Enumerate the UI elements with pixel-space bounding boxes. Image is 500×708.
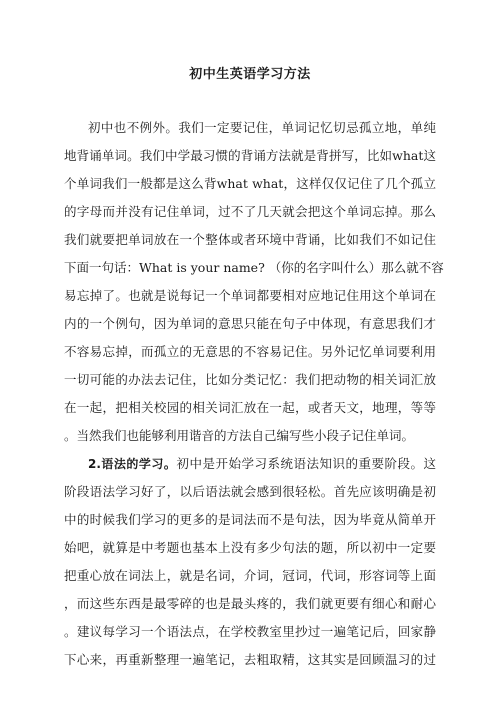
- paragraph-1-line: 易忘掉了。也就是说每记一个单词都要相对应地记住用这个单词在: [64, 288, 436, 303]
- paragraph-1-line: 在一起，把相关校园的相关词汇放在一起，或者天文，地理，等等: [64, 400, 436, 415]
- paragraph-2-line: 阶段语法学习好了，以后语法就会感到很轻松。首先应该明确是初: [64, 484, 436, 499]
- paragraph-2-line: 中的时候我们学习的更多的是词法而不是句法，因为毕竟从简单开: [64, 512, 436, 527]
- paragraph-2-first-line-text: 初中是开始学习系统语法知识的重要阶段。这: [176, 456, 436, 471]
- paragraph-1-line: 内的一个例句，因为单词的意思只能在句子中体现，有意思我们才: [64, 316, 436, 331]
- paragraph-1-line: 。当然我们也能够利用谐音的方法自己编写些小段子记住单词。: [64, 428, 415, 443]
- paragraph-1-line: 的字母而并没有记住单词，过不了几天就会把这个单词忘掉。那么: [64, 204, 436, 219]
- paragraph-1-line: 我们就要把单词放在一个整体或者环境中背诵，比如我们不如记住: [64, 232, 436, 247]
- paragraph-2-line: ，而这些东西是最零碎的也是最头疼的，我们就更要有细心和耐心: [64, 596, 436, 611]
- paragraph-1-line: 初中也不例外。我们一定要记住，单词记忆切忌孤立地，单纯: [88, 120, 436, 135]
- document-title: 初中生英语学习方法: [189, 67, 311, 82]
- paragraph-2-line: 。建议每学习一个语法点，在学校教室里抄过一遍笔记后，回家静: [64, 624, 436, 639]
- paragraph-2-line: 把重心放在词法上，就是名词，介词，冠词，代词，形容词等上面: [64, 568, 436, 583]
- paragraph-1-line: 一切可能的办法去记住，比如分类记忆：我们把动物的相关词汇放: [64, 372, 436, 387]
- paragraph-2-first-line: [64, 450, 436, 478]
- section-heading: 2.语法的学习。: [88, 457, 177, 471]
- paragraph-2-line: 始吧，就算是中考题也基本上没有多少句法的题，所以初中一定要: [64, 540, 436, 555]
- document-body: [64, 114, 444, 674]
- paragraph-1-line: 下面一句话：What is your name? （你的名字叫什么）那么就不容: [64, 260, 444, 275]
- paragraph-1-line: 不容易忘掉，而孤立的无意思的不容易记住。另外记忆单词要利用: [64, 344, 436, 359]
- paragraph-2-line: 下心来，再重新整理一遍笔记，去粗取精，这其实是回顾温习的过: [64, 652, 436, 667]
- paragraph-1-line: 地背诵单词。我们中学最习惯的背诵方法就是背拼写，比如what这: [64, 148, 436, 163]
- paragraph-1-line: 个单词我们一般都是这么背what what，这样仅仅记住了几个孤立: [64, 176, 436, 191]
